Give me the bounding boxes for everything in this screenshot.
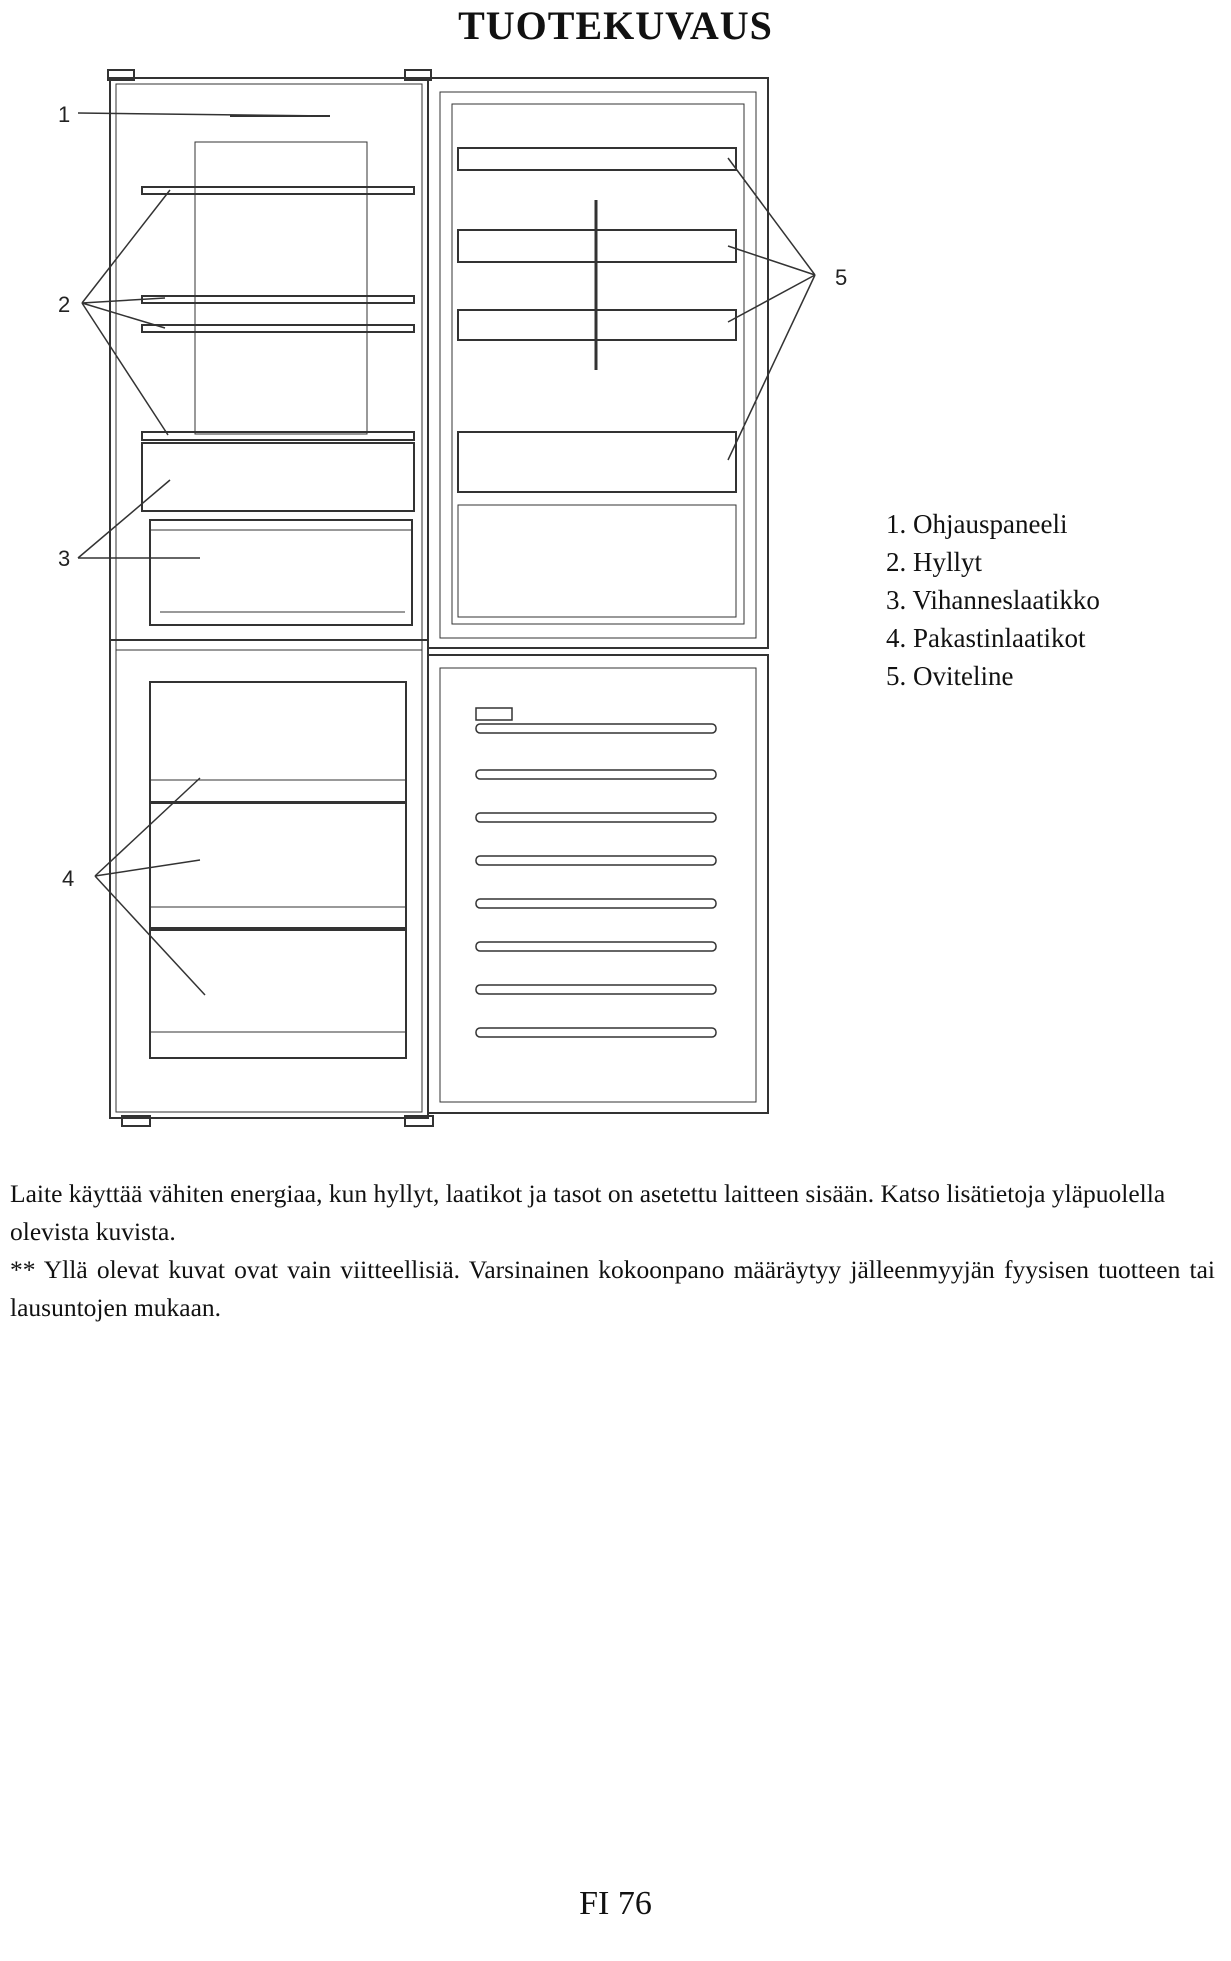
disclaimer-note: ** Yllä olevat kuvat ovat vain viitteellisiä. Varsinainen kokoonpano määräytyy jälleenmyyjän fyysisen tuotteen tai lausuntojen mukaan. [10, 1255, 1215, 1322]
leader-lines [78, 113, 815, 995]
callout-2: 2 [58, 292, 71, 317]
fridge-door [428, 78, 768, 648]
page-title: TUOTEKUVAUS [458, 3, 773, 48]
energy-note: Laite käyttää vähiten energiaa, kun hyllyt, laatikot ja tasot on asetettu laitteen sisään. Katso lisätietoja yläpuolella olevista kuvista. [10, 1179, 1166, 1246]
freezer-drawers [150, 682, 406, 1058]
page-number: FI 76 [579, 1885, 652, 1922]
legend-item-control-panel: 1. Ohjauspaneeli [886, 509, 1068, 539]
legend-item-shelves: 2. Hyllyt [886, 547, 983, 577]
callout-3: 3 [58, 546, 71, 571]
shelves [142, 187, 414, 440]
callout-5: 5 [835, 265, 848, 290]
crisper-drawer [142, 443, 414, 625]
callout-1: 1 [58, 102, 71, 127]
callout-4: 4 [62, 866, 75, 891]
parts-legend [886, 505, 1100, 695]
legend-item-crisper: 3. Vihanneslaatikko [886, 585, 1100, 615]
legend-item-door-rack: 5. Oviteline [886, 661, 1014, 691]
legend-item-freezer-drawers: 4. Pakastinlaatikot [886, 623, 1086, 653]
freezer-door [428, 655, 768, 1113]
fridge-cabinet [108, 70, 433, 1126]
